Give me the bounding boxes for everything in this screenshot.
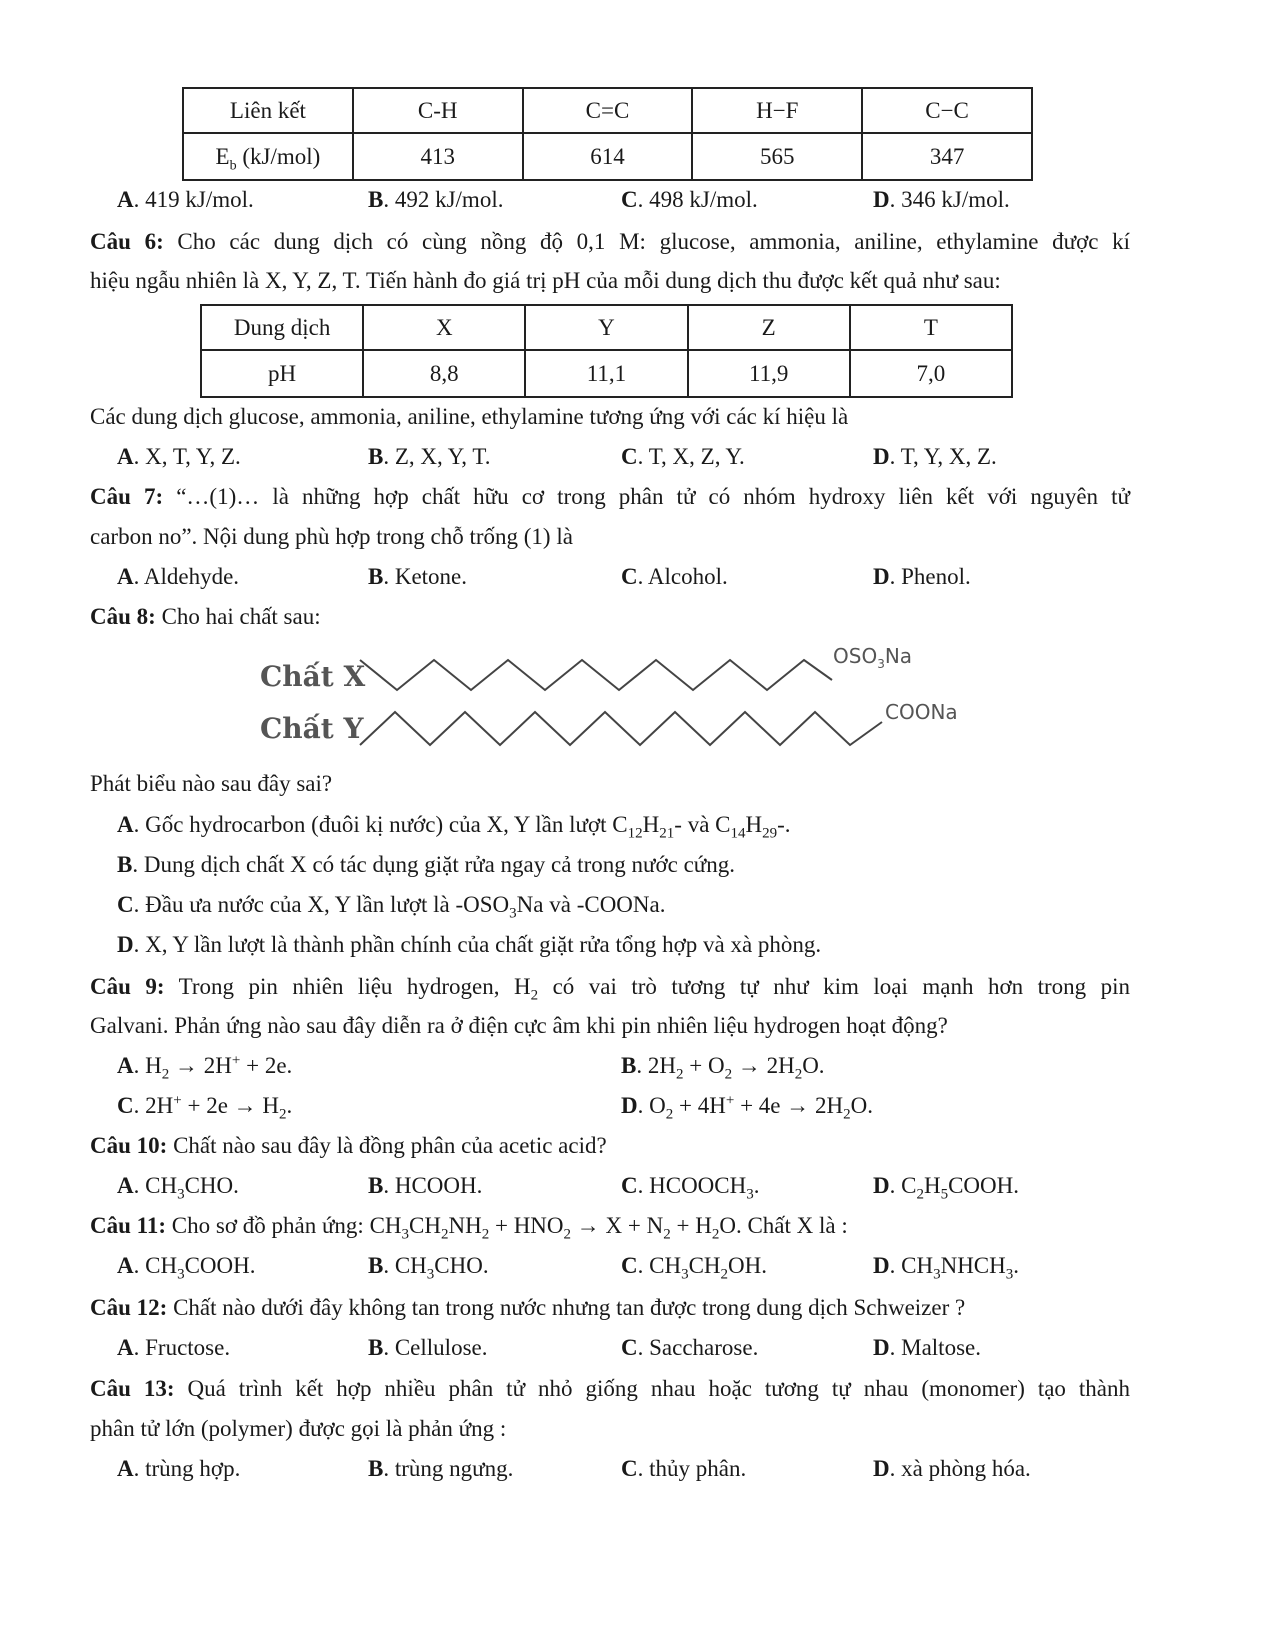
table-cell: 614	[523, 133, 693, 180]
q10-stem: Câu 10: Chất nào sau đây là đồng phân của acetic acid?	[90, 1133, 607, 1158]
q10-option-d[interactable]: D. $C_2H_5COOH$.	[873, 1173, 1020, 1203]
table-cell: 11,9	[688, 350, 850, 397]
q8-option-b[interactable]: B. Dung dịch chất X có tác dụng giặt rửa ngay cả trong nước cứng.	[117, 852, 735, 877]
q10-option-a[interactable]: A. $CH_3CHO$.	[117, 1173, 239, 1203]
q7-stem-line2: carbon no”. Nội dung phù hợp trong chỗ trống (1) là	[90, 524, 573, 549]
table-cell: 347	[862, 133, 1032, 180]
table-header-cell: C−C	[862, 88, 1032, 133]
table-header-cell: X	[363, 305, 525, 350]
q9-option-b[interactable]: B. $2H_2 + O_2 \to 2H_2O$.	[621, 1053, 825, 1083]
q13-stem-line2: phân tử lớn (polymer) được gọi là phản ứng :	[90, 1416, 507, 1441]
q9-option-a[interactable]: A. $H_2 \to 2H^+ + 2e$.	[117, 1052, 293, 1083]
q8-option-d[interactable]: D. X, Y lần lượt là thành phần chính của chất giặt rửa tổng hợp và xà phòng.	[117, 932, 822, 957]
q7-option-b[interactable]: B. Ketone.	[368, 564, 468, 589]
q13-option-d[interactable]: D. xà phòng hóa.	[873, 1456, 1031, 1481]
table-cell: 565	[692, 133, 862, 180]
table-header-cell: H−F	[692, 88, 862, 133]
table-header-cell: Y	[525, 305, 687, 350]
q11-option-b[interactable]: B. $CH_3CHO$.	[368, 1253, 489, 1283]
table-header-cell: T	[850, 305, 1012, 350]
q12-option-d[interactable]: D. Maltose.	[873, 1335, 981, 1360]
q5-option-c[interactable]: C. 498 kJ/mol.	[621, 187, 758, 212]
compound-x-group: $OSO_3Na$	[833, 644, 913, 671]
q6-option-a[interactable]: A. X, T, Y, Z.	[117, 444, 241, 469]
table-cell: 413	[353, 133, 523, 180]
q6-option-c[interactable]: C. T, X, Z, Y.	[621, 444, 745, 469]
q8-option-c[interactable]: C. Đầu ưa nước của X, Y lần lượt là $-OSO_3Na$ và -COONa.	[117, 892, 666, 922]
compound-y-label: Chất Y	[260, 712, 364, 745]
q11-option-d[interactable]: D. $CH_3NHCH_3$.	[873, 1253, 1019, 1283]
q6-option-b[interactable]: B. Z, X, Y, T.	[368, 444, 491, 469]
ph-table	[200, 304, 1013, 398]
q13-option-a[interactable]: A. trùng hợp.	[117, 1456, 241, 1481]
q13-stem-line1: Câu 13: Quá trình kết hợp nhiều phân tử nhỏ giống nhau hoặc tương tự nhau (monomer) tạo thành	[90, 1376, 1131, 1401]
compound-x-chain	[360, 660, 832, 690]
q12-option-c[interactable]: C. Saccharose.	[621, 1335, 759, 1360]
compound-y-chain	[360, 712, 882, 745]
table-header-cell: Liên kết	[183, 88, 353, 133]
q8-stem: Câu 8: Cho hai chất sau:	[90, 604, 321, 629]
q6-option-d[interactable]: D. T, Y, X, Z.	[873, 444, 997, 469]
compound-x-label: Chất X	[260, 660, 366, 693]
table-cell: pH	[201, 350, 363, 397]
q13-option-c[interactable]: C. thủy phân.	[621, 1456, 747, 1481]
table-cell: 11,1	[525, 350, 687, 397]
table-header-cell: C-H	[353, 88, 523, 133]
q7-option-a[interactable]: A. Aldehyde.	[117, 564, 240, 589]
compound-y-group: COONa	[885, 700, 958, 724]
q8-question: Phát biểu nào sau đây sai?	[90, 771, 333, 796]
table-cell: 7,0	[850, 350, 1012, 397]
q5-option-a[interactable]: A. 419 kJ/mol.	[117, 187, 254, 212]
q10-option-b[interactable]: B. HCOOH.	[368, 1173, 483, 1198]
q5-option-d[interactable]: D. 346 kJ/mol.	[873, 187, 1010, 212]
q13-option-b[interactable]: B. trùng ngưng.	[368, 1456, 514, 1481]
table-header-cell: Z	[688, 305, 850, 350]
q9-option-c[interactable]: C. $2H^+ + 2e \to H_2$.	[117, 1092, 293, 1123]
table-header-cell: Dung dịch	[201, 305, 363, 350]
table-header-cell: C=C	[523, 88, 693, 133]
q6-stem-line1: Câu 6: Cho các dung dịch có cùng nồng độ 0,1 M: glucose, ammonia, aniline, ethylamine được kí	[90, 229, 1131, 254]
q6-stem-line2: hiệu ngẫu nhiên là X, Y, Z, T. Tiến hành đo giá trị pH của mỗi dung dịch thu được kết quả như sau:	[90, 268, 1001, 293]
q9-option-d[interactable]: D. $O_2 + 4H^+ + 4e \to 2H_2O$.	[621, 1092, 873, 1123]
q12-option-a[interactable]: A. Fructose.	[117, 1335, 231, 1360]
table-cell: 8,8	[363, 350, 525, 397]
q5-option-b[interactable]: B. 492 kJ/mol.	[368, 187, 504, 212]
bond-energy-table	[182, 87, 1033, 181]
q7-option-d[interactable]: D. Phenol.	[873, 564, 971, 589]
q12-stem: Câu 12: Chất nào dưới đây không tan trong nước nhưng tan được trong dung dịch Schweizer ?	[90, 1295, 966, 1320]
q8-option-a[interactable]: A. Gốc hydrocarbon (đuôi kị nước) của X, Y lần lượt $C_{12}H_{21}-$ và $C_{14}H_{29}-$.	[117, 812, 791, 842]
q7-option-c[interactable]: C. Alcohol.	[621, 564, 728, 589]
q11-option-a[interactable]: A. $CH_3COOH$.	[117, 1253, 256, 1283]
q11-option-c[interactable]: C. $CH_3CH_2OH$.	[621, 1253, 768, 1283]
q6-after-table: Các dung dịch glucose, ammonia, aniline, ethylamine tương ứng với các kí hiệu là	[90, 404, 849, 429]
q11-stem: Câu 11: Cho sơ đồ phản ứng: $CH_3CH_2NH_2 + HNO_2 \to X + N_2 + H_2O$. Chất X là :	[90, 1213, 848, 1243]
q9-stem-line2: Galvani. Phản ứng nào sau đây diễn ra ở điện cực âm khi pin nhiên liệu hydrogen hoạt động?	[90, 1013, 948, 1038]
table-row-label: $E_b$ (kJ/mol)	[183, 133, 353, 180]
q9-stem-line1: Câu 9: Trong pin nhiên liệu hydrogen, $H_2$ có vai trò tương tự như kim loại mạnh hơn trong pin	[90, 974, 1130, 1004]
q12-option-b[interactable]: B. Cellulose.	[368, 1335, 488, 1360]
q10-option-c[interactable]: C. $HCOOCH_3$.	[621, 1173, 760, 1203]
q7-stem-line1: Câu 7: “…(1)… là những hợp chất hữu cơ trong phân tử có nhóm hydroxy liên kết với nguyên tử	[90, 484, 1130, 509]
